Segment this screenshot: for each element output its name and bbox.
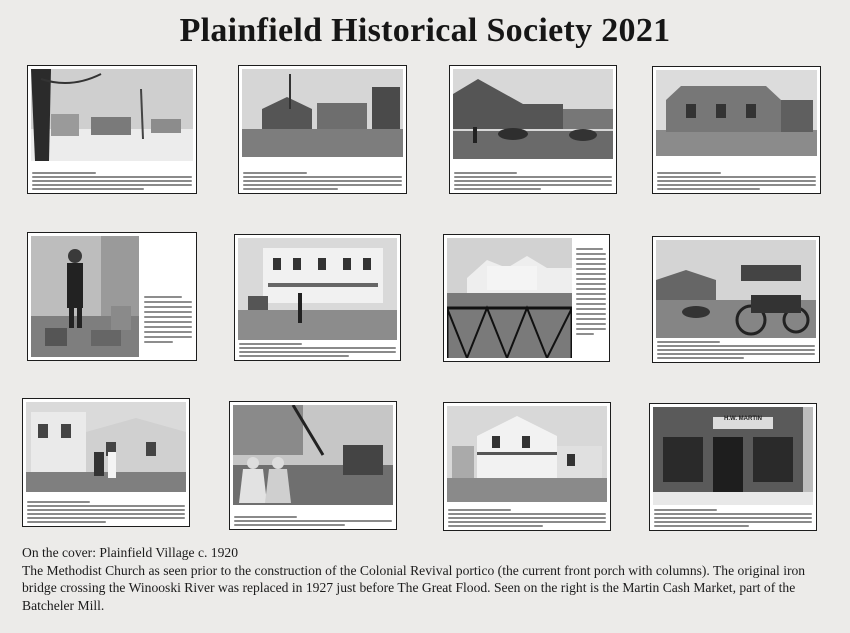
- photo-women-seated: [233, 405, 393, 505]
- photo-card-victorian-house: [234, 234, 401, 361]
- photo-caption: [657, 339, 815, 359]
- photo-martin-cash-market: [653, 407, 813, 505]
- photo-iron-bridge: [447, 238, 572, 358]
- photo-winter-street-scene: [31, 69, 193, 161]
- photo-wooden-building: [656, 70, 817, 156]
- photo-card-women-seated: [229, 401, 397, 530]
- store-sign: H.W. MARTIN: [724, 416, 762, 422]
- photo-card-winter-street: [27, 65, 197, 194]
- photo-card-martin-market: [649, 403, 817, 531]
- photo-caption: [144, 293, 192, 355]
- photo-batcheller-house: [26, 402, 186, 492]
- photo-caption: [32, 170, 192, 190]
- photo-railroad-station-man: [31, 236, 139, 357]
- photo-victorian-house: [238, 238, 397, 340]
- photo-card-horse-wagon: [449, 65, 617, 194]
- cover-heading: On the cover: Plainfield Village c. 1920: [22, 545, 238, 560]
- photo-horse-wagon-farmhouse: [453, 69, 613, 159]
- page-title: Plainfield Historical Society 2021: [179, 12, 671, 49]
- photo-caption: [448, 507, 606, 527]
- photo-caption: [657, 170, 816, 190]
- cover-description: [22, 544, 837, 614]
- photo-horse-carriage-crowd: [656, 240, 816, 338]
- photo-card-village-street: [238, 65, 407, 194]
- photo-caption: [654, 507, 812, 527]
- photo-caption: [234, 514, 392, 526]
- photo-caption: [454, 170, 612, 190]
- cover-body: The Methodist Church as seen prior to the construction of the Colonial Revival portico (the current front porch with columns). The original iron bridge crossing the Winooski River was replaced in 1927 just before The Great Flood. Seen on the right is the Martin Cash Market, part of the Batcheler Mill.: [22, 562, 806, 613]
- photo-card-white-house: [443, 402, 611, 531]
- photo-caption: [576, 245, 606, 355]
- photo-white-house-street: [447, 406, 607, 502]
- photo-caption: [27, 499, 185, 523]
- photo-caption: [239, 341, 396, 357]
- photo-card-wooden-building: [652, 66, 821, 194]
- photo-caption: [243, 170, 402, 190]
- photo-card-iron-bridge: [443, 234, 610, 362]
- photo-card-batcheller-house: [22, 398, 190, 527]
- photo-village-street-houses: [242, 69, 403, 157]
- photo-card-horse-carriage: [652, 236, 820, 363]
- photo-card-railroad-station: [27, 232, 197, 361]
